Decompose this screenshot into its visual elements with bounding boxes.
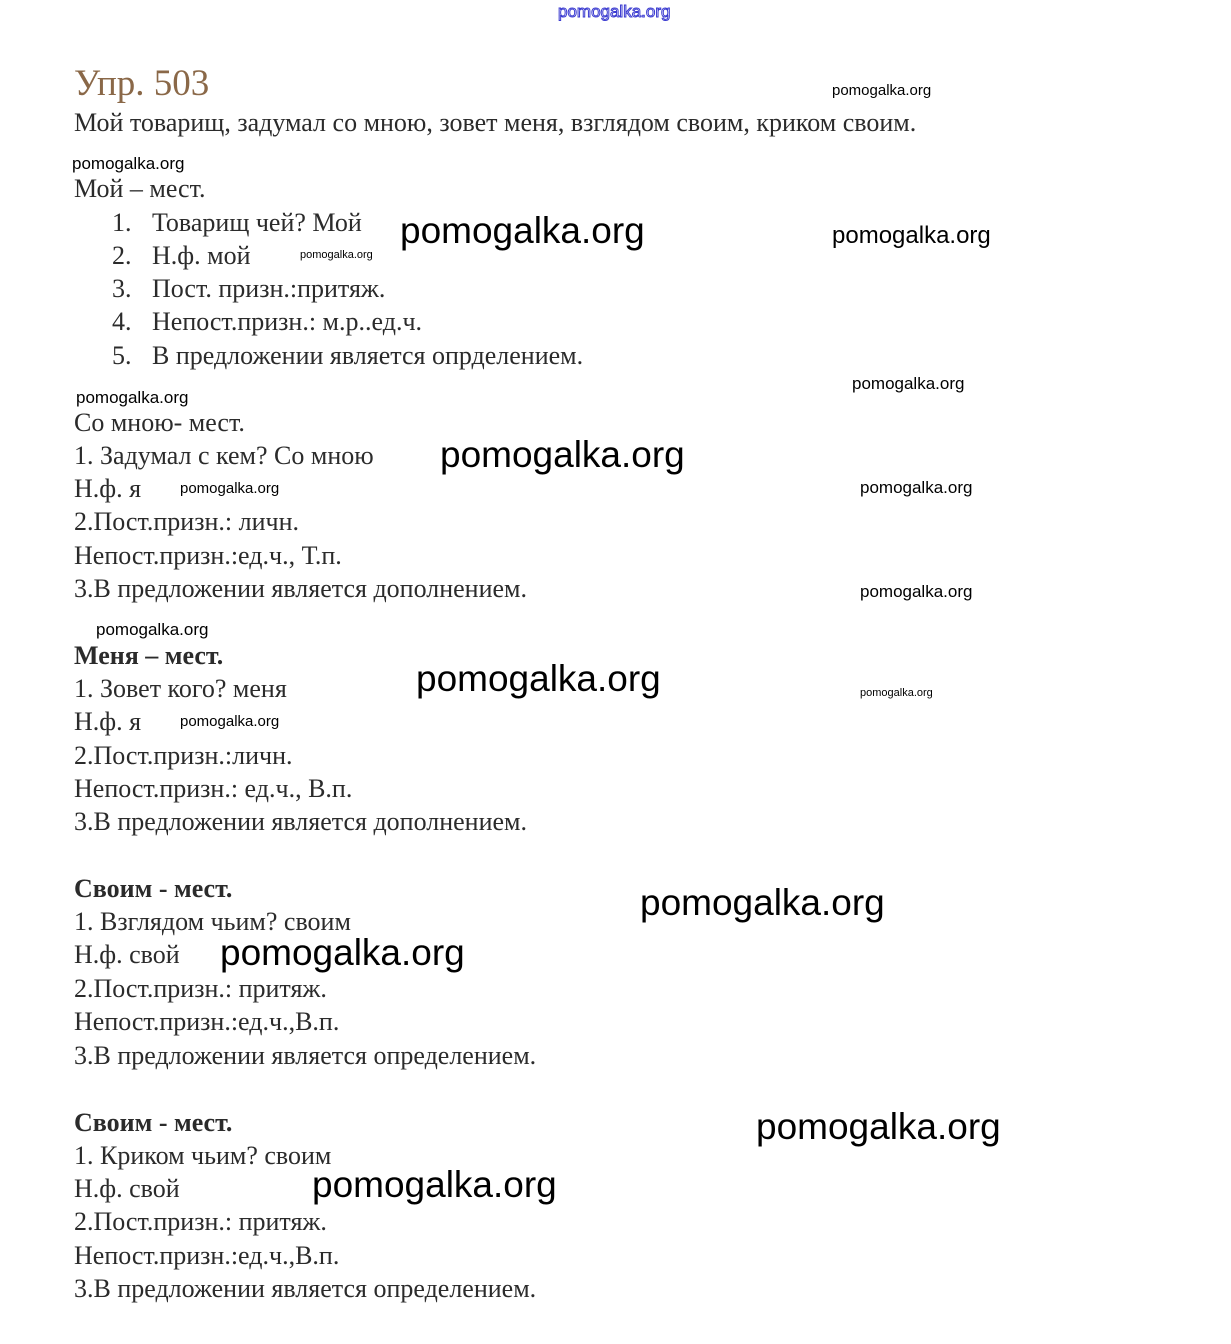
section-line: 3.В предложении является определением. — [74, 1041, 537, 1070]
watermark: pomogalka.org — [852, 374, 965, 393]
watermark: pomogalka.org — [312, 1164, 557, 1205]
watermark: pomogalka.org — [76, 388, 189, 407]
watermark: pomogalka.org — [558, 2, 671, 21]
section-line: 2.Пост.призн.: притяж. — [74, 1207, 327, 1236]
item-text: Пост. призн.:притяж. — [152, 274, 386, 303]
watermark: pomogalka.org — [416, 658, 661, 699]
section-line: 1. Криком чьим? своим — [74, 1141, 332, 1170]
section-line: 3.В предложении является дополнением. — [74, 807, 528, 836]
watermark: pomogalka.org — [96, 620, 209, 639]
section-line: 3.В предложении является определением. — [74, 1274, 537, 1303]
section-line: 1. Задумал с кем? Со мною — [74, 441, 374, 470]
exercise-sentence: Мой товарищ, задумал со мною, зовет меня, взглядом своим, криком своим. — [74, 108, 917, 137]
watermark: pomogalka.org — [860, 687, 933, 699]
item-text: Н.ф. мой — [152, 241, 251, 270]
page-title: Упр. 503 — [74, 63, 210, 104]
section-heading: Мой – мест. — [74, 174, 206, 203]
watermark: pomogalka.org — [180, 713, 280, 730]
section-heading: Своим - мест. — [74, 1108, 233, 1137]
item-text: Товарищ чей? Мой — [152, 208, 362, 237]
section-line: Н.ф. я — [74, 707, 142, 736]
watermark: pomogalka.org — [640, 882, 885, 923]
list-item — [112, 341, 583, 371]
list-item — [112, 241, 251, 271]
section-heading: Со мною- мест. — [74, 408, 245, 437]
watermark: pomogalka.org — [400, 210, 645, 251]
section-heading: Меня – мест. — [74, 641, 224, 670]
list-item — [112, 208, 362, 238]
section-heading: Своим - мест. — [74, 874, 233, 903]
item-number: 4. — [112, 307, 132, 336]
section-line: Н.ф. я — [74, 474, 142, 503]
item-text: В предложении является опрделением. — [152, 341, 584, 370]
item-number: 1. — [112, 208, 132, 237]
watermark: pomogalka.org — [832, 82, 932, 99]
section-line: 2.Пост.призн.:личн. — [74, 741, 293, 770]
watermark: pomogalka.org — [72, 154, 185, 173]
section-line: 3.В предложении является дополнением. — [74, 574, 528, 603]
section-line: Н.ф. свой — [74, 1174, 180, 1203]
watermark: pomogalka.org — [860, 582, 973, 601]
watermark: pomogalka.org — [300, 249, 373, 261]
item-text: Непост.призн.: м.р..ед.ч. — [152, 307, 423, 336]
section-line: Непост.призн.:ед.ч., Т.п. — [74, 541, 342, 570]
section-line: Непост.призн.:ед.ч.,В.п. — [74, 1007, 340, 1036]
watermark: pomogalka.org — [860, 478, 973, 497]
section-line: 1. Взглядом чьим? своим — [74, 907, 351, 936]
watermark: pomogalka.org — [440, 434, 685, 475]
section-line: Непост.призн.:ед.ч.,В.п. — [74, 1241, 340, 1270]
section-line: 2.Пост.призн.: личн. — [74, 507, 299, 536]
section-line: 2.Пост.призн.: притяж. — [74, 974, 327, 1003]
item-number: 2. — [112, 241, 132, 270]
watermark: pomogalka.org — [756, 1106, 1001, 1147]
section-line: Непост.призн.: ед.ч., В.п. — [74, 774, 353, 803]
item-number: 3. — [112, 274, 132, 303]
watermark: pomogalka.org — [180, 480, 280, 497]
list-item — [112, 307, 422, 337]
watermark: pomogalka.org — [832, 222, 991, 249]
watermark: pomogalka.org — [220, 932, 465, 973]
section-line: 1. Зовет кого? меня — [74, 674, 287, 703]
item-number: 5. — [112, 341, 132, 370]
list-item — [112, 274, 385, 304]
section-line: Н.ф. свой — [74, 940, 180, 969]
